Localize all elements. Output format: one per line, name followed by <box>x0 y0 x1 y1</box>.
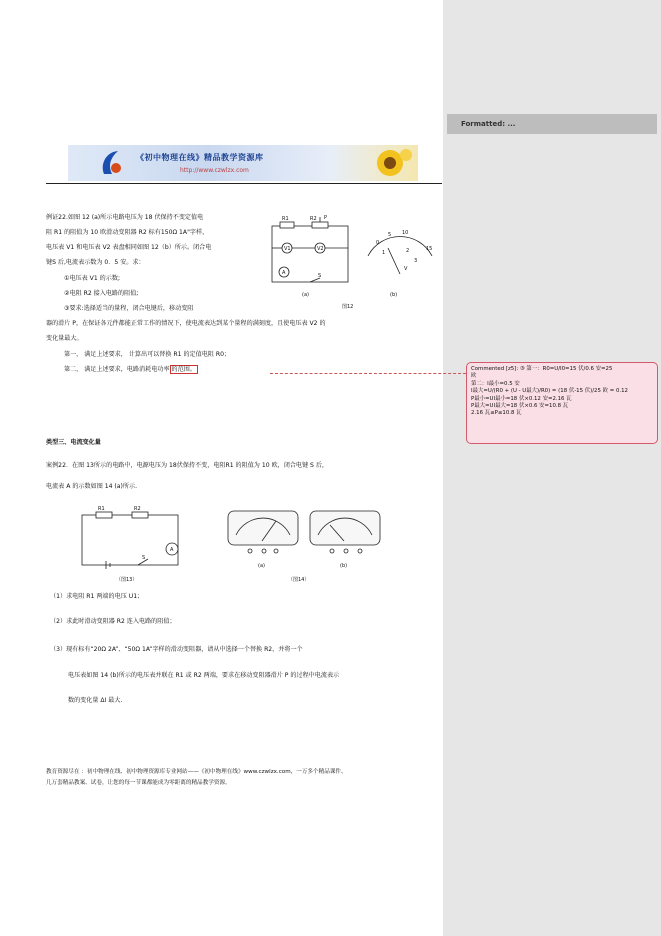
header-rule <box>46 183 442 184</box>
figure-13 <box>76 505 196 585</box>
fig13-label-s: S <box>142 555 146 561</box>
meter-tick-15: 15 <box>426 246 433 252</box>
p22b-q1: （1）求电阻 R1 两端的电压 U1； <box>50 593 144 600</box>
p22a-second-text: 第二， 满足上述要求，电路消耗电功率 <box>64 366 170 373</box>
comment-line3: 第二：I最小=0.5 安 <box>471 380 520 387</box>
p22b-line2: 电流表 A 的示数如图 14 (a)所示. <box>46 483 138 490</box>
meter-tick-5: 5 <box>388 232 392 238</box>
fig12-label-r1: R1 <box>282 216 289 222</box>
p22b-q3-cont2: 数的变化量 ΔI 最大. <box>68 697 123 704</box>
meter-tick-2: 2 <box>406 248 410 254</box>
p22b-line1: 案例22．在图 13所示的电路中，电源电压为 18伏保持不变，电阻R1 的阻值为 10 欧，闭合电键 S 后， <box>46 462 329 469</box>
p22a-item3: ③要求:选择适当的量程，闭合电键后，移动变阻 <box>64 305 194 312</box>
footer-line2: 几万套精品教案、试卷，让您的每一节课都能成为零距离的精品教学资源。 <box>46 780 231 786</box>
comment-line1: Commented [z5]: ③ 第一：R0=U/I0=15 伏/0.6 安=25 <box>471 366 613 372</box>
fig12-a-label: (a) <box>302 292 309 298</box>
p22a-item1: ①电压表 V1 的示数; <box>64 275 120 282</box>
meter-unit-v: V <box>404 266 408 272</box>
p22a-line3: 电压表 V1 和电压表 V2 表盘相同如图 12（b）所示。闭合电 <box>46 244 212 251</box>
footer-line1: 教育资源尽在 ：初中物理在线、初中物理资源库专业网站——《初中物理在线》www.czwlzx.com，一万多个精品课件、 <box>46 769 347 775</box>
section-title: 类型三、电流变化量 <box>46 439 101 446</box>
p22b-q3: （3）现有标有“20Ω 2A”、“50Ω 1A”字样的滑动变阻器，请从中选择一个替换 R2，并将一个 <box>50 646 303 653</box>
fig14-a-label: (a) <box>258 563 265 569</box>
fig12-label-r2: R2 <box>310 216 317 222</box>
comment-markup-pane <box>443 0 661 936</box>
p22b-q3-cont1: 电压表如图 14 (b)所示的电压表并联在 R1 或 R2 两端，要求在移动变阻器滑片 P 的过程中电流表示 <box>68 672 340 679</box>
fig14-b-label: (b) <box>340 563 348 569</box>
p22a-second <box>64 366 198 374</box>
meter-tick-10: 10 <box>402 230 409 236</box>
p22a-item2: ②电阻 R2 接入电路的阻值; <box>64 290 139 297</box>
banner-url: http://www.czwlzx.com <box>180 167 249 174</box>
figure-12 <box>262 214 442 310</box>
formatted-header: Formatted: ... <box>447 114 657 134</box>
comment-line6: P最大=UI最大=18 伏×0.6 安=10.8 瓦 <box>471 403 569 410</box>
p22b-q2: （2）求此时滑动变阻器 R2 连入电路的阻值； <box>50 618 176 625</box>
fig12-label-p: P <box>324 215 328 221</box>
highlighted-range: 的范围。 <box>171 366 196 373</box>
comment-anchor-line <box>270 373 466 374</box>
p22a-line8: 器的滑片 P，在保证各元件都能正常工作的情况下，使电流表达到某个量程的满刻度，且使电压表 V2 的 <box>46 320 326 327</box>
fig13-caption: （图13） <box>116 577 138 583</box>
meter-tick-1: 1 <box>382 250 386 256</box>
fig14-caption: （图14） <box>288 577 310 583</box>
p22a-line4: 键S 后,电流表示数为 0．5 安。求： <box>46 259 145 266</box>
figure-14 <box>214 505 394 585</box>
comment-balloon[interactable] <box>466 362 658 444</box>
fig12-label-s: S <box>318 273 322 279</box>
p22a-first: 第一， 满足上述要求， 计算出可以替换 R1 的定值电阻 R0； <box>64 351 231 358</box>
fig13-label-r2: R2 <box>134 506 141 512</box>
fig12-label-a: A <box>282 270 286 276</box>
comment-line2: 欧 <box>471 373 477 380</box>
comment-line7: 2.16 瓦≤P≤10.8 瓦 <box>471 410 522 417</box>
p22a-line9: 变化量最大。 <box>46 335 83 342</box>
fig12-caption: 图12 <box>342 304 354 310</box>
p22a-line2: 阻 R1 的阻值为 10 欧滑动变阻器 R2 标有150Ω 1A"字样， <box>46 229 209 236</box>
comment-line5: P最小=UI最小=18 伏×0.12 安=2.16 瓦 <box>471 395 572 402</box>
fig12-label-v2: V2 <box>317 246 324 252</box>
document-page <box>46 0 443 936</box>
logo-icon <box>98 148 124 178</box>
banner-title: 《初中物理在线》精品教学资源库 <box>136 153 264 162</box>
resource-banner <box>68 145 418 181</box>
meter-tick-3: 3 <box>414 258 418 264</box>
fig13-label-a: A <box>170 547 174 553</box>
p22a-line1: 例证22.如图 12 (a)所示电路电压为 18 伏保持不变定值电 <box>46 214 204 221</box>
comment-line4: I最大=U/(R0 + (U - U最大)/R0) = (18 伏-15 伏)/25 欧 = 0.12 <box>471 388 628 395</box>
fig13-label-r1: R1 <box>98 506 105 512</box>
fig12-b-label: (b) <box>390 292 398 298</box>
fig12-label-v1: V1 <box>284 246 291 252</box>
sunflower-icon <box>368 147 414 179</box>
meter-tick-0: 0 <box>376 240 380 246</box>
